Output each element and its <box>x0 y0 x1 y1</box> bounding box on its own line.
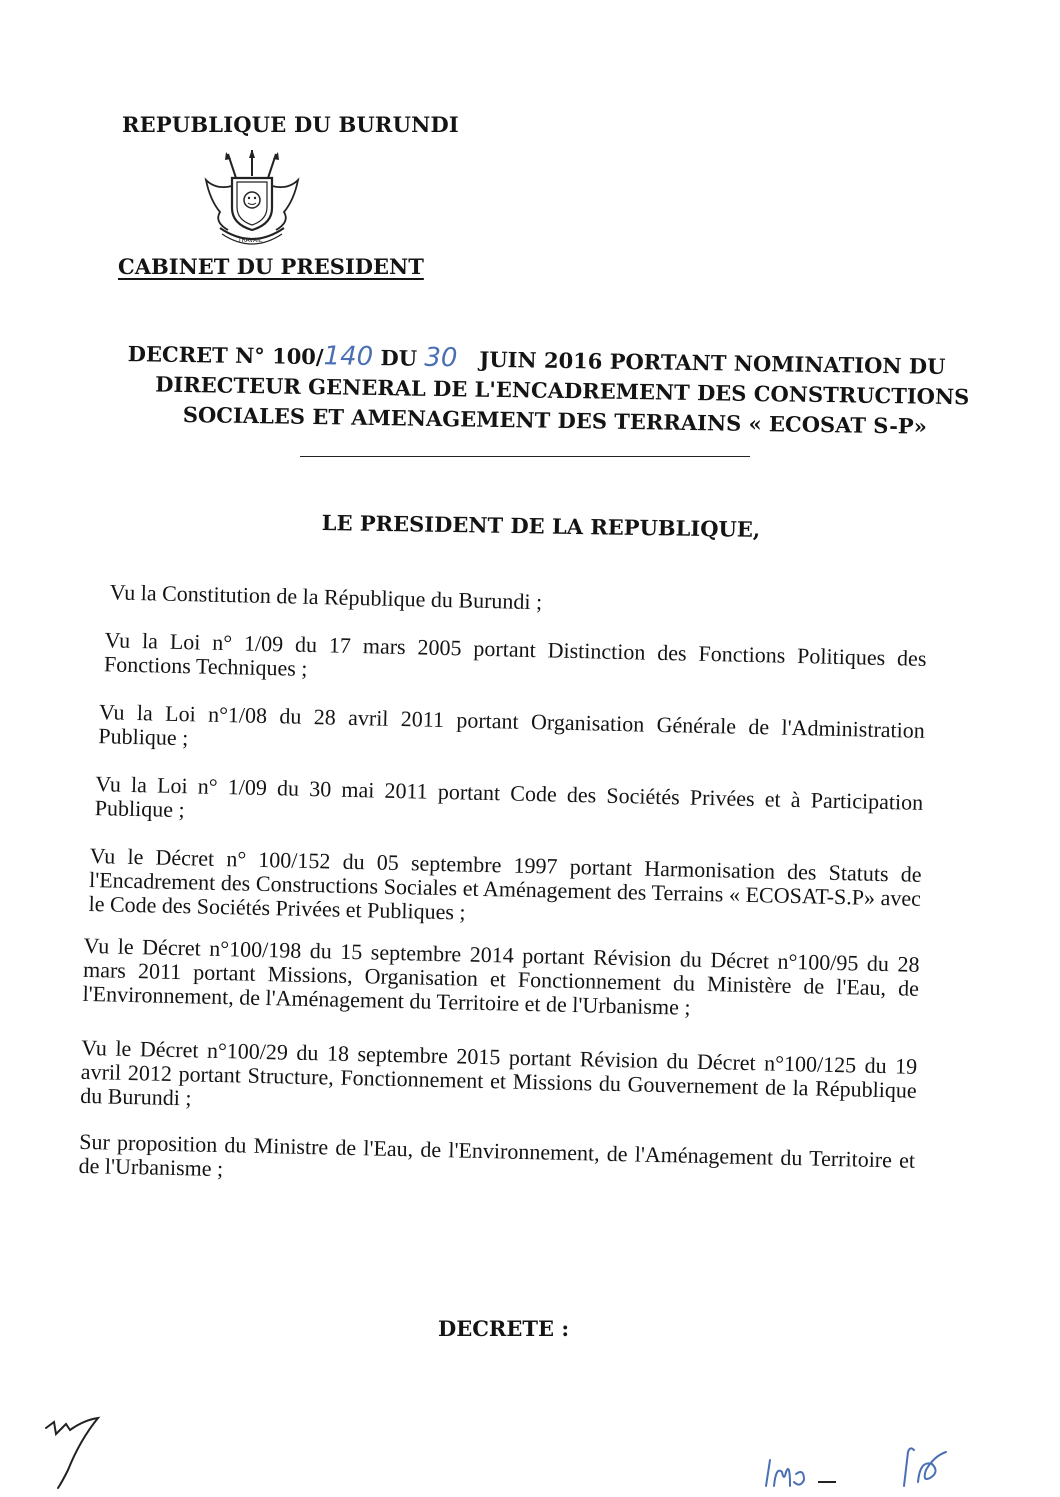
title-underline <box>300 456 750 457</box>
decrete-heading: DECRETE : <box>438 1316 570 1341</box>
handwritten-day: 30 <box>424 342 458 374</box>
decree-title <box>119 338 970 442</box>
handwritten-initial-right-icon <box>890 1442 960 1492</box>
cabinet-heading: CABINET DU PRESIDENT <box>118 254 424 279</box>
title-du: DU <box>380 345 418 371</box>
handwritten-initial-blue-icon <box>760 1452 850 1492</box>
title-line-2: DIRECTEUR GENERAL DE L'ENCADREMENT DES CONSTRUCTIONS <box>155 371 970 410</box>
consideration-paragraph: Vu le Décret n°100/198 du 15 septembre 2014 portant Révision du Décret n°100/95 du 28 mars 2011 portant Missions, Organisation et Fonctionnement du Ministère de l'Eau, de l'Environnement, de l'Aménagement du Territoire et de l'Urbanisme ; <box>82 932 920 1020</box>
consideration-paragraph: Vu le Décret n° 100/152 du 05 septembre 1997 portant Harmonisation des Statuts de l'Encadrement des Constructions Sociales et Aménagement des Terrains « ECOSAT-S.P» avec le Code des Sociétés Privées et Publiques ; <box>88 843 922 925</box>
consideration-paragraph: Vu la Loi n° 1/09 du 30 mai 2011 portant Code des Sociétés Privées et à Participation Publique ; <box>94 771 924 823</box>
consideration-paragraph: Vu la Constitution de la République du Burundi ; <box>109 579 543 615</box>
svg-text:TRAVAIL: TRAVAIL <box>238 237 263 244</box>
consideration-paragraph: Sur proposition du Ministre de l'Eau, de l'Environnement, de l'Aménagement du Territoire et de l'Urbanisme ; <box>78 1128 916 1182</box>
considerations-list <box>78 580 928 1221</box>
president-heading: LE PRESIDENT DE LA REPUBLIQUE, <box>321 510 761 542</box>
republic-heading: REPUBLIQUE DU BURUNDI <box>122 112 459 137</box>
title-suffix: JUIN 2016 PORTANT NOMINATION DU <box>479 346 946 379</box>
burundi-coat-of-arms-icon <box>198 150 306 250</box>
consideration-paragraph: Vu la Loi n° 1/09 du 17 mars 2005 portant Distinction des Fonctions Politiques des Fonctions Techniques ; <box>103 627 927 681</box>
title-prefix: DECRET N° 100/ <box>127 341 324 370</box>
title-line-3: SOCIALES ET AMENAGEMENT DES TERRAINS « ECOSAT S-P» <box>182 401 928 439</box>
handwritten-decree-number: 140 <box>323 341 374 372</box>
consideration-paragraph: Vu le Décret n°100/29 du 18 septembre 2015 portant Révision du Décret n°100/125 du 19 avril 2012 portant Structure, Fonctionnement et Missions du Gouvernement de la République du Burundi ; <box>80 1034 918 1111</box>
consideration-paragraph: Vu la Loi n°1/08 du 28 avril 2011 portant Organisation Générale de l'Administration Publique ; <box>98 699 926 751</box>
handwritten-initial-left-icon <box>40 1410 110 1490</box>
